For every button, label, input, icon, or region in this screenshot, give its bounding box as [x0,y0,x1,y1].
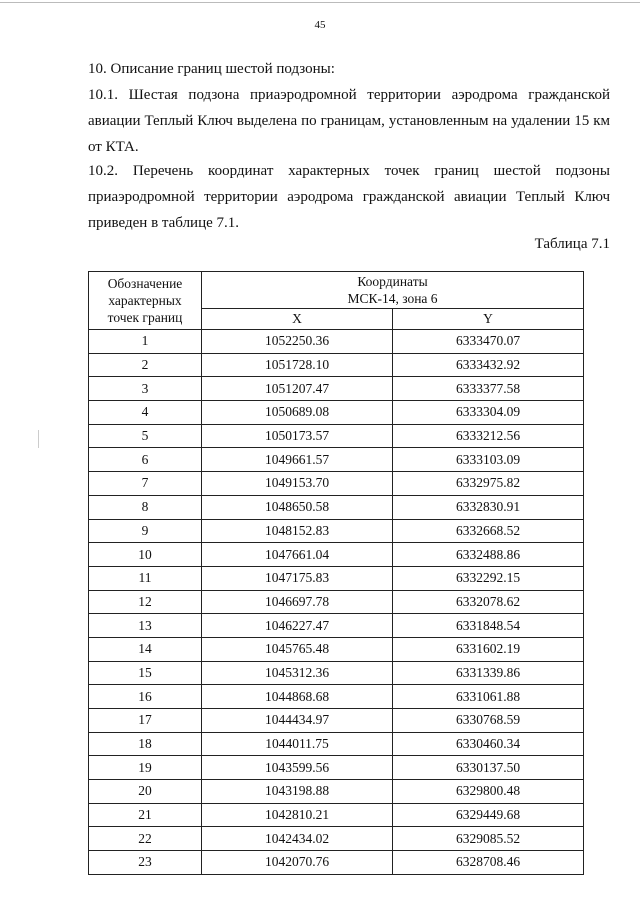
point-number-cell: 16 [89,685,202,709]
point-number-cell: 1 [89,330,202,354]
x-coordinate-cell: 1044868.68 [202,685,393,709]
table-row [89,614,584,638]
table-row [89,732,584,756]
table-row [89,756,584,780]
y-coordinate-cell: 6333432.92 [393,353,584,377]
x-coordinate-cell: 1043198.88 [202,780,393,804]
x-coordinate-cell: 1050173.57 [202,424,393,448]
header-designation [89,272,202,330]
point-number-cell: 12 [89,590,202,614]
y-coordinate-cell: 6329085.52 [393,827,584,851]
x-coordinate-cell: 1042434.02 [202,827,393,851]
table-row [89,661,584,685]
y-coordinate-cell: 6328708.46 [393,851,584,875]
x-coordinate-cell: 1042070.76 [202,851,393,875]
point-number-cell: 5 [89,424,202,448]
point-number-cell: 3 [89,377,202,401]
point-number-cell: 15 [89,661,202,685]
paragraph-10-1-text: 10.1. Шестая подзона приаэродромной территории аэродрома гражданской авиации Теплый Ключ выделена по границам, установленным на удалении 15 км от КТА. [88,87,610,155]
y-coordinate-cell: 6331602.19 [393,637,584,661]
y-coordinate-cell: 6329449.68 [393,803,584,827]
table-row [89,330,584,354]
table-row [89,685,584,709]
table-caption: Таблица 7.1 [534,236,610,252]
point-number-cell: 14 [89,637,202,661]
y-coordinate-cell: 6331339.86 [393,661,584,685]
paragraph-10-2-text: 10.2. Перечень координат характерных точек границ шестой подзоны приаэродромной территории аэродрома гражданской авиации Теплый Ключ приведен в таблице 7.1. [88,163,610,231]
header-x: X [202,309,393,330]
x-coordinate-cell: 1043599.56 [202,756,393,780]
table-row [89,519,584,543]
table-row [89,851,584,875]
x-coordinate-cell: 1047175.83 [202,566,393,590]
point-number-cell: 18 [89,732,202,756]
y-coordinate-cell: 6332078.62 [393,590,584,614]
page-top-border [0,2,640,3]
table-row [89,495,584,519]
y-coordinate-cell: 6333212.56 [393,424,584,448]
header-coordinates [202,272,584,309]
y-coordinate-cell: 6329800.48 [393,780,584,804]
page-number: 45 [314,19,326,31]
y-coordinate-cell: 6330137.50 [393,756,584,780]
y-coordinate-cell: 6332668.52 [393,519,584,543]
point-number-cell: 19 [89,756,202,780]
y-coordinate-cell: 6333377.58 [393,377,584,401]
table-row [89,780,584,804]
y-coordinate-cell: 6330768.59 [393,709,584,733]
y-coordinate-cell: 6332292.15 [393,566,584,590]
x-coordinate-cell: 1051728.10 [202,353,393,377]
table-row [89,590,584,614]
section-title: 10. Описание границ шестой подзоны: [88,61,335,77]
header-designation-line: Обозначение [107,276,183,291]
y-coordinate-cell: 6332830.91 [393,495,584,519]
point-number-cell: 13 [89,614,202,638]
x-coordinate-cell: 1051207.47 [202,377,393,401]
header-coordinates-line: Координаты [357,274,428,289]
x-coordinate-cell: 1052250.36 [202,330,393,354]
header-designation-line: точек границ [107,310,183,325]
point-number-cell: 21 [89,803,202,827]
y-coordinate-cell: 6333103.09 [393,448,584,472]
x-coordinate-cell: 1044011.75 [202,732,393,756]
paragraph-10-1 [88,82,610,160]
x-coordinate-cell: 1048650.58 [202,495,393,519]
point-number-cell: 7 [89,472,202,496]
table-row [89,827,584,851]
point-number-cell: 11 [89,566,202,590]
y-coordinate-cell: 6331848.54 [393,614,584,638]
point-number-cell: 2 [89,353,202,377]
table-row [89,543,584,567]
point-number-cell: 6 [89,448,202,472]
y-coordinate-cell: 6331061.88 [393,685,584,709]
point-number-cell: 9 [89,519,202,543]
table-row [89,448,584,472]
x-coordinate-cell: 1045312.36 [202,661,393,685]
x-coordinate-cell: 1044434.97 [202,709,393,733]
table-row [89,803,584,827]
scan-mark [38,430,39,448]
table-row [89,353,584,377]
point-number-cell: 22 [89,827,202,851]
x-coordinate-cell: 1047661.04 [202,543,393,567]
paragraph-10-2 [88,158,610,236]
point-number-cell: 23 [89,851,202,875]
point-number-cell: 4 [89,401,202,425]
table-row [89,377,584,401]
header-y: Y [393,309,584,330]
coordinates-table [88,271,584,875]
y-coordinate-cell: 6332488.86 [393,543,584,567]
x-coordinate-cell: 1042810.21 [202,803,393,827]
point-number-cell: 20 [89,780,202,804]
point-number-cell: 8 [89,495,202,519]
header-coordinates-line: МСК-14, зона 6 [347,291,438,306]
x-coordinate-cell: 1048152.83 [202,519,393,543]
x-coordinate-cell: 1046697.78 [202,590,393,614]
y-coordinate-cell: 6333304.09 [393,401,584,425]
x-coordinate-cell: 1049153.70 [202,472,393,496]
x-coordinate-cell: 1050689.08 [202,401,393,425]
x-coordinate-cell: 1045765.48 [202,637,393,661]
table-row [89,401,584,425]
x-coordinate-cell: 1049661.57 [202,448,393,472]
y-coordinate-cell: 6330460.34 [393,732,584,756]
table-row [89,424,584,448]
table-row [89,472,584,496]
point-number-cell: 17 [89,709,202,733]
table-row [89,637,584,661]
table-row [89,566,584,590]
table-body [89,330,584,875]
table-row [89,709,584,733]
point-number-cell: 10 [89,543,202,567]
y-coordinate-cell: 6333470.07 [393,330,584,354]
x-coordinate-cell: 1046227.47 [202,614,393,638]
y-coordinate-cell: 6332975.82 [393,472,584,496]
header-designation-line: характерных [108,293,182,308]
